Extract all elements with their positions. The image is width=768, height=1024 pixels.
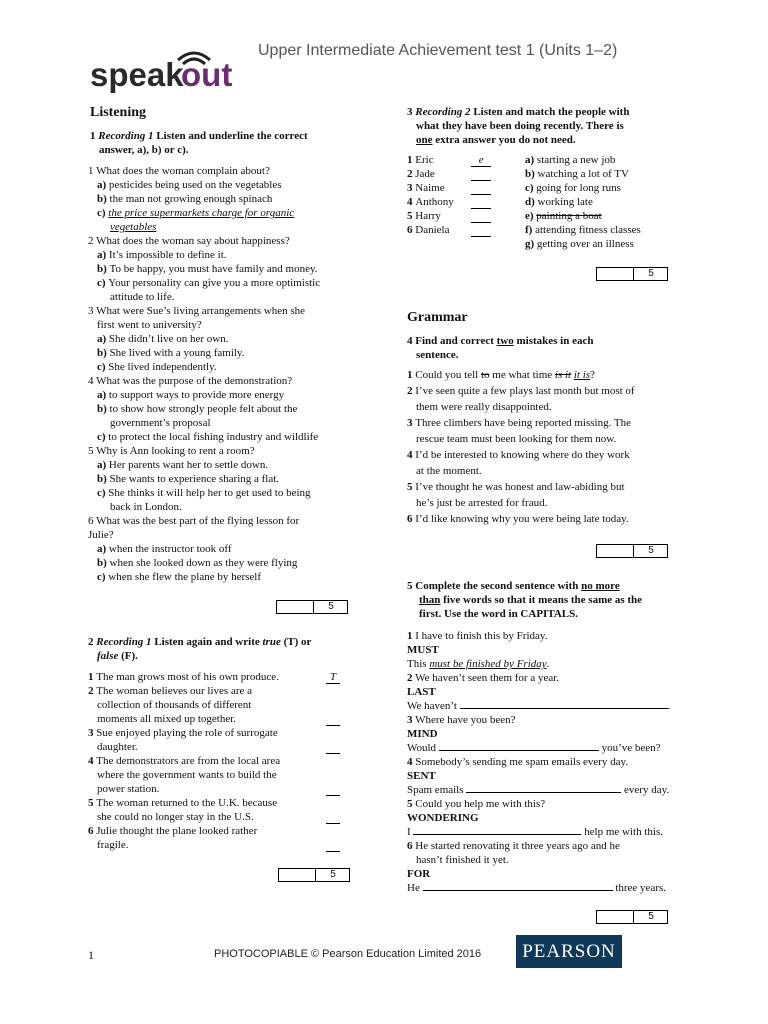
- option-letter: b): [97, 557, 110, 569]
- answer-blank[interactable]: [471, 181, 491, 195]
- list-item: [88, 670, 348, 684]
- item-number: 2: [407, 385, 416, 397]
- list-item: [525, 167, 685, 181]
- list-item: [88, 556, 368, 570]
- answer-blank[interactable]: [326, 712, 340, 726]
- statement-text: she could no longer stay in the U.S.: [97, 811, 254, 823]
- sentence-text: he’s just be arrested for fraud.: [416, 497, 548, 509]
- item-number: 4: [88, 375, 97, 387]
- option-text[interactable]: to show how strongly people felt about the: [109, 403, 298, 415]
- item-number: 3: [88, 305, 97, 317]
- person-name: Harry: [415, 210, 441, 222]
- list-item: [407, 480, 697, 512]
- answer-blank[interactable]: [326, 782, 340, 796]
- list-item: [88, 486, 368, 500]
- list-item: [407, 223, 507, 237]
- answer-blank[interactable]: [471, 195, 491, 209]
- statement-text: power station.: [97, 783, 160, 795]
- person-name: Anthony: [415, 196, 454, 208]
- option-text: getting over an illness: [536, 238, 634, 250]
- statement-text: collection of thousands of different: [97, 699, 252, 711]
- list-item: [88, 444, 368, 458]
- item-number: 6: [88, 825, 97, 837]
- list-item: [525, 223, 685, 237]
- list-item: [407, 416, 697, 448]
- item-number: 4: [88, 755, 97, 767]
- list-item: [525, 195, 685, 209]
- option-letter: a): [97, 389, 109, 401]
- q1-items: [88, 164, 368, 584]
- answer-blank[interactable]: [471, 167, 491, 181]
- q1-instructions: 1 Recording 1 Listen and underline the correct answer, a), b) or c).: [90, 130, 308, 156]
- list-item: [88, 262, 368, 276]
- answer-blank[interactable]: T: [326, 670, 340, 684]
- item-number: 5: [407, 210, 416, 222]
- sentence-text: Three climbers have being reported missing. The: [415, 417, 632, 429]
- option-text[interactable]: She wants to experience sharing a flat.: [109, 473, 280, 485]
- list-item: [407, 195, 507, 209]
- option-text[interactable]: Her parents want her to settle down.: [108, 459, 269, 471]
- list-item: [88, 374, 368, 388]
- list-item: [88, 360, 368, 374]
- grammar-heading: Grammar: [407, 310, 468, 325]
- option-letter: b): [97, 473, 110, 485]
- list-item: [88, 570, 368, 584]
- person-name: Eric: [415, 154, 434, 166]
- list-item: [88, 472, 368, 486]
- list-item: [88, 726, 348, 754]
- option-letter: b): [97, 193, 110, 205]
- person-name: Jade: [415, 168, 435, 180]
- list-item: [88, 290, 368, 304]
- list-item: [525, 237, 685, 251]
- option-text: starting a new job: [536, 154, 616, 166]
- item-number: 5: [88, 797, 97, 809]
- answer-blank[interactable]: [460, 708, 668, 709]
- list-item: [88, 754, 348, 796]
- q5-instructions: 5 Complete the second sentence with no more than five words so that it means the same as the first. Use the word in CAPITALS.: [407, 580, 643, 620]
- item-number: 2: [407, 168, 416, 180]
- question-text: What does the woman complain about?: [96, 165, 270, 177]
- q2-instructions: 2 Recording 1 Listen again and write true (T) or false (F).: [88, 636, 312, 662]
- q5-items: 1 I have to finish this by Friday. MUST This must be finished by Friday. 2 We haven’t seen them for a year. LAST We haven’t . 3 Where have you been? MIND Would you’ve been? 4 Somebody’s sending me spam emails every day. SENT Spam emails every day. 5 Could you help me with this? WONDERING I help me with this. 6 He started renovating it three years ago and he hasn’t finished it yet. FOR He three years.: [407, 630, 671, 894]
- option-letter: a): [525, 154, 537, 166]
- list-item: [88, 500, 368, 514]
- list-item: [88, 164, 368, 178]
- item-number: 4: [407, 196, 416, 208]
- option-letter: a): [97, 333, 109, 345]
- sentence-text: rescue team must been looking for them now.: [416, 433, 617, 445]
- option-letter: e): [525, 210, 537, 222]
- svg-text:speak: speak: [90, 56, 184, 93]
- option-text[interactable]: to support ways to provide more energy: [108, 389, 285, 401]
- answer-blank[interactable]: [471, 223, 491, 237]
- option-letter: b): [97, 403, 110, 415]
- item-number: 1: [88, 671, 97, 683]
- item-number: 1: [407, 154, 416, 166]
- item-number: 4: [407, 449, 416, 461]
- list-item: [525, 181, 685, 195]
- option-text: going for long runs: [536, 182, 621, 194]
- list-item: [88, 234, 368, 248]
- option-letter: d): [525, 196, 538, 208]
- sentence-text: them were really disappointed.: [416, 401, 552, 413]
- speakout-logo: [90, 44, 250, 94]
- list-item: [88, 178, 368, 192]
- list-item: [525, 153, 685, 167]
- statement-text: where the government wants to build the: [97, 769, 277, 781]
- list-item: [88, 332, 368, 346]
- option-text[interactable]: the price supermarkets charge for organic: [108, 207, 295, 219]
- list-item: [88, 796, 348, 824]
- question-text: What was the best part of the flying lesson for: [96, 515, 300, 527]
- statement-text: Julie thought the plane looked rather: [96, 825, 258, 837]
- statement-text: Sue enjoyed playing the role of surrogate: [96, 727, 278, 739]
- option-letter: c): [97, 571, 109, 583]
- option-letter: a): [97, 543, 109, 555]
- list-item: [88, 388, 368, 402]
- item-number: 5: [88, 445, 97, 457]
- list-item: [88, 304, 368, 318]
- list-item: [88, 542, 368, 556]
- item-number: 3: [407, 417, 416, 429]
- option-letter: c): [97, 487, 109, 499]
- person-name: Naime: [415, 182, 445, 194]
- sentence-text: I’d like knowing why you were being late today.: [415, 513, 629, 525]
- option-letter: g): [525, 238, 537, 250]
- question-text: What were Sue’s living arrangements when she: [96, 305, 305, 317]
- list-item: [88, 248, 368, 262]
- option-text[interactable]: to protect the local fishing industry and wildlife: [108, 431, 319, 443]
- option-text: government’s proposal: [110, 417, 211, 429]
- q3-options: [525, 153, 685, 251]
- list-item: [407, 181, 507, 195]
- list-item: [88, 528, 368, 542]
- option-text[interactable]: when she looked down as they were flying: [109, 557, 298, 569]
- question-text: What was the purpose of the demonstration?: [96, 375, 293, 387]
- list-item: [88, 824, 348, 852]
- statement-text: daughter.: [97, 741, 138, 753]
- answer-blank[interactable]: [413, 834, 581, 835]
- list-item: [88, 220, 368, 234]
- list-item: [88, 192, 368, 206]
- svg-text:out: out: [181, 56, 233, 93]
- list-item: [525, 209, 685, 223]
- item-number: 6: [407, 224, 416, 236]
- list-item: [88, 684, 348, 726]
- question-text: Julie?: [88, 529, 114, 541]
- sentence-text: at the moment.: [416, 465, 482, 477]
- list-item: [407, 384, 697, 416]
- q3-people: [407, 153, 507, 237]
- page-number: 1: [88, 948, 94, 962]
- option-text: vegetables: [110, 221, 157, 233]
- score-box-q2: 5: [278, 868, 350, 882]
- option-text[interactable]: She didn’t live on her own.: [108, 333, 229, 345]
- list-item: [407, 448, 697, 480]
- sentence-text: I’d be interested to knowing where do they work: [415, 449, 630, 461]
- option-letter: c): [97, 361, 109, 373]
- pearson-logo: PEARSON: [516, 935, 622, 968]
- q4-items: 1 Could you tell to me what time is it it is? 2 I’ve seen quite a few plays last month but most of them were really disappointed. 3 Three climbers have being reported missing. The rescue team must been looking for them now. 4 I’d be interested to knowing where do they work at the moment. 5 I’ve thought he was honest and law-abiding but he’s just be arrested for fraud. 6 I’d like knowing why you were being late today.: [407, 368, 697, 528]
- option-letter: a): [97, 179, 109, 191]
- list-item: [407, 209, 507, 223]
- statement-text: moments all mixed up together.: [97, 713, 237, 725]
- list-item: [88, 430, 368, 444]
- list-item: [88, 402, 368, 416]
- answer-blank[interactable]: [471, 209, 491, 223]
- item-number: 5: [407, 481, 416, 493]
- option-letter: c): [525, 182, 537, 194]
- answer-blank[interactable]: [423, 890, 613, 891]
- option-letter: b): [525, 168, 538, 180]
- list-item: [407, 153, 507, 167]
- list-item: [88, 276, 368, 290]
- person-name: Daniela: [415, 224, 450, 236]
- option-text: back in London.: [110, 501, 182, 513]
- option-letter: f): [525, 224, 536, 236]
- list-item: [88, 206, 368, 220]
- option-text: attending fitness classes: [535, 224, 641, 236]
- option-text[interactable]: when she flew the plane by herself: [108, 571, 262, 583]
- sentence-text: I’ve seen quite a few plays last month but most of: [415, 385, 635, 397]
- item-number: 2: [88, 685, 97, 697]
- list-item: [88, 458, 368, 472]
- listening-heading: Listening: [90, 105, 147, 120]
- answer-blank[interactable]: [326, 838, 340, 852]
- copyright-notice: PHOTOCOPIABLE © Pearson Education Limited 2016: [214, 948, 482, 960]
- item-number: 3: [88, 727, 97, 739]
- answer-blank[interactable]: [439, 750, 599, 751]
- item-number: 2: [88, 235, 97, 247]
- answer-blank[interactable]: [466, 792, 621, 793]
- option-text: working late: [537, 196, 593, 208]
- q3-instructions: 3 Recording 2 Listen and match the people with what they have been doing recently. There is one extra answer you do not need.: [407, 106, 630, 146]
- list-item: [407, 512, 697, 528]
- score-box-q1: 5: [276, 600, 348, 614]
- item-number: 6: [407, 513, 416, 525]
- list-item: [88, 514, 368, 528]
- question-text: What does the woman say about happiness?: [96, 235, 290, 247]
- option-text[interactable]: pesticides being used on the vegetables: [108, 179, 282, 191]
- q2-items: [88, 670, 348, 852]
- option-letter: c): [97, 277, 109, 289]
- question-text: first went to university?: [97, 319, 202, 331]
- option-text[interactable]: She lived independently.: [108, 361, 217, 373]
- list-item: [88, 416, 368, 430]
- list-item: [88, 318, 368, 332]
- option-text[interactable]: She lived with a young family.: [109, 347, 245, 359]
- option-text: painting a boat: [536, 210, 602, 222]
- statement-text: fragile.: [97, 839, 129, 851]
- statement-text: The woman returned to the U.K. because: [96, 797, 278, 809]
- q4-instructions: 4 Find and correct two mistakes in each sentence.: [407, 335, 594, 361]
- option-letter: b): [97, 347, 110, 359]
- option-letter: c): [97, 431, 109, 443]
- option-text[interactable]: the man not growing enough spinach: [109, 193, 273, 205]
- answer-blank[interactable]: [326, 810, 340, 824]
- option-letter: b): [97, 263, 110, 275]
- question-text: Why is Ann looking to rent a room?: [96, 445, 255, 457]
- option-text[interactable]: To be happy, you must have family and money.: [109, 263, 318, 275]
- test-title: Upper Intermediate Achievement test 1 (Units 1–2): [258, 42, 618, 59]
- answer-blank[interactable]: [326, 740, 340, 754]
- option-text[interactable]: It’s impossible to define it.: [108, 249, 227, 261]
- answer-blank[interactable]: e: [471, 153, 491, 167]
- option-text[interactable]: when the instructor took off: [108, 543, 232, 555]
- option-letter: a): [97, 459, 109, 471]
- statement-text: The demonstrators are from the local area: [96, 755, 281, 767]
- item-number: 3: [407, 182, 416, 194]
- score-box-q5: 5: [596, 910, 668, 924]
- item-number: 6: [88, 515, 97, 527]
- list-item: [88, 346, 368, 360]
- sentence-text: I’ve thought he was honest and law-abiding but: [415, 481, 625, 493]
- list-item: [407, 167, 507, 181]
- option-text[interactable]: She thinks it will help her to get used to being: [108, 487, 311, 499]
- option-text[interactable]: Your personality can give you a more optimistic: [108, 277, 321, 289]
- item-number: 1: [88, 165, 97, 177]
- score-box-q4: 5: [596, 544, 668, 558]
- option-text: attitude to life.: [110, 291, 175, 303]
- statement-text: The man grows most of his own produce.: [96, 671, 279, 683]
- option-letter: c): [97, 207, 109, 219]
- option-letter: a): [97, 249, 109, 261]
- score-box-q3: 5: [596, 267, 668, 281]
- statement-text: The woman believes our lives are a: [96, 685, 253, 697]
- option-text: watching a lot of TV: [537, 168, 629, 180]
